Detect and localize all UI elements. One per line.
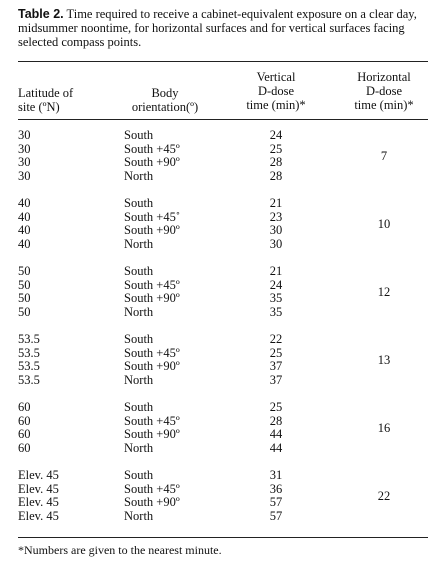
latitude-cell: 50 (18, 264, 31, 278)
table-label: Table 2. (18, 7, 64, 21)
vertical-time-cell: 57 (269, 509, 283, 524)
vertical-time-cell: 21 (269, 264, 283, 278)
horizontal-time-cell: 16 (377, 420, 391, 435)
vertical-time-cell: 30 (269, 223, 283, 238)
orientation-cell: South +90º (124, 495, 180, 510)
horizontal-time-cell: 7 (380, 148, 388, 163)
vertical-time-cell: 35 (269, 291, 283, 306)
orientation-cell: North (124, 441, 154, 456)
orientation-cell: South (124, 400, 154, 414)
vertical-time-cell: 25 (269, 400, 283, 414)
orientation-cell: North (124, 305, 154, 320)
latitude-cell: 53.5 (18, 359, 40, 374)
latitude-cell: 53.5 (18, 345, 40, 360)
top-rule (18, 61, 428, 62)
header-latitude (18, 86, 73, 114)
orientation-cell: South +45º (124, 481, 180, 496)
orientation-cell: South +90º (124, 359, 180, 374)
latitude-cell: 50 (18, 305, 31, 320)
vertical-time-cell: 44 (269, 427, 283, 442)
orientation-cell: South +45º (124, 277, 180, 292)
header-horizontal (340, 70, 428, 112)
vertical-time-cell: 57 (269, 495, 283, 510)
vertical-time-cell: 28 (269, 169, 283, 184)
latitude-cell: 60 (18, 427, 31, 442)
vertical-time-cell: 36 (269, 481, 283, 496)
vertical-time-cell: 21 (269, 196, 283, 210)
header-line: Horizontal (357, 70, 411, 84)
vertical-time-cell: 25 (269, 345, 283, 360)
orientation-cell: North (124, 237, 154, 252)
header-line: Latitude of (18, 86, 74, 100)
latitude-cell: 30 (18, 141, 31, 156)
header-rule (18, 119, 428, 120)
orientation-cell: South +90º (124, 155, 180, 170)
vertical-time-cell: 44 (269, 441, 283, 456)
header-line: time (min)* (354, 98, 414, 112)
horizontal-time-cell: 10 (377, 216, 391, 231)
latitude-cell: 40 (18, 196, 31, 210)
latitude-cell: Elev. 45 (18, 495, 59, 510)
orientation-cell: South +45º (124, 141, 180, 156)
latitude-cell: 60 (18, 441, 31, 456)
horizontal-time-cell: 12 (377, 284, 391, 299)
latitude-cell: Elev. 45 (18, 468, 59, 482)
latitude-cell: 40 (18, 223, 31, 238)
latitude-cell: 50 (18, 277, 31, 292)
vertical-time-cell: 37 (269, 373, 283, 388)
vertical-time-cell: 37 (269, 359, 283, 374)
header-line: site (ºN) (18, 100, 60, 114)
latitude-cell: 53.5 (18, 332, 40, 346)
orientation-cell: North (124, 169, 154, 184)
latitude-cell: Elev. 45 (18, 481, 59, 496)
orientation-cell: South (124, 128, 154, 142)
vertical-time-cell: 23 (269, 209, 283, 224)
latitude-cell: 30 (18, 155, 31, 170)
header-line: time (min)* (246, 98, 306, 112)
header-line: D-dose (365, 84, 403, 98)
caption-text: Time required to receive a cabinet-equivalent exposure on a clear day, midsummer noontime, for horizontal surfaces and for vertical surfaces facing selected compass points. (18, 7, 417, 49)
header-line: Body (151, 86, 179, 100)
header-line: D-dose (257, 84, 295, 98)
latitude-cell: 50 (18, 291, 31, 306)
latitude-cell: 30 (18, 128, 31, 142)
latitude-cell: 60 (18, 413, 31, 428)
header-vertical (236, 70, 316, 112)
orientation-cell: South +45º (124, 345, 180, 360)
footnote: *Numbers are given to the nearest minute. (18, 543, 222, 557)
orientation-cell: South (124, 332, 154, 346)
orientation-cell: North (124, 373, 154, 388)
orientation-cell: South +90º (124, 223, 180, 238)
horizontal-time-cell: 13 (377, 352, 391, 367)
vertical-time-cell: 35 (269, 305, 283, 320)
header-line: orientation(º) (131, 100, 199, 114)
orientation-cell: South +90º (124, 427, 180, 442)
latitude-cell: Elev. 45 (18, 509, 59, 524)
vertical-time-cell: 22 (269, 332, 283, 346)
orientation-cell: South +45º (124, 413, 180, 428)
latitude-cell: 30 (18, 169, 31, 184)
latitude-cell: 53.5 (18, 373, 40, 388)
table-caption (18, 7, 428, 49)
latitude-cell: 60 (18, 400, 31, 414)
latitude-cell: 40 (18, 237, 31, 252)
vertical-time-cell: 25 (269, 141, 283, 156)
vertical-time-cell: 30 (269, 237, 283, 252)
vertical-time-cell: 24 (269, 128, 283, 142)
orientation-cell: North (124, 509, 154, 524)
bottom-rule (18, 537, 428, 538)
header-line: Vertical (256, 70, 296, 84)
vertical-time-cell: 24 (269, 277, 283, 292)
orientation-cell: South (124, 196, 154, 210)
latitude-cell: 40 (18, 209, 31, 224)
vertical-time-cell: 31 (269, 468, 283, 482)
horizontal-time-cell: 22 (377, 488, 391, 503)
orientation-cell: South +90º (124, 291, 180, 306)
header-orientation (110, 86, 220, 114)
vertical-time-cell: 28 (269, 155, 283, 170)
vertical-time-cell: 28 (269, 413, 283, 428)
orientation-cell: South (124, 264, 154, 278)
orientation-cell: South +45˚ (124, 209, 181, 224)
orientation-cell: South (124, 468, 154, 482)
